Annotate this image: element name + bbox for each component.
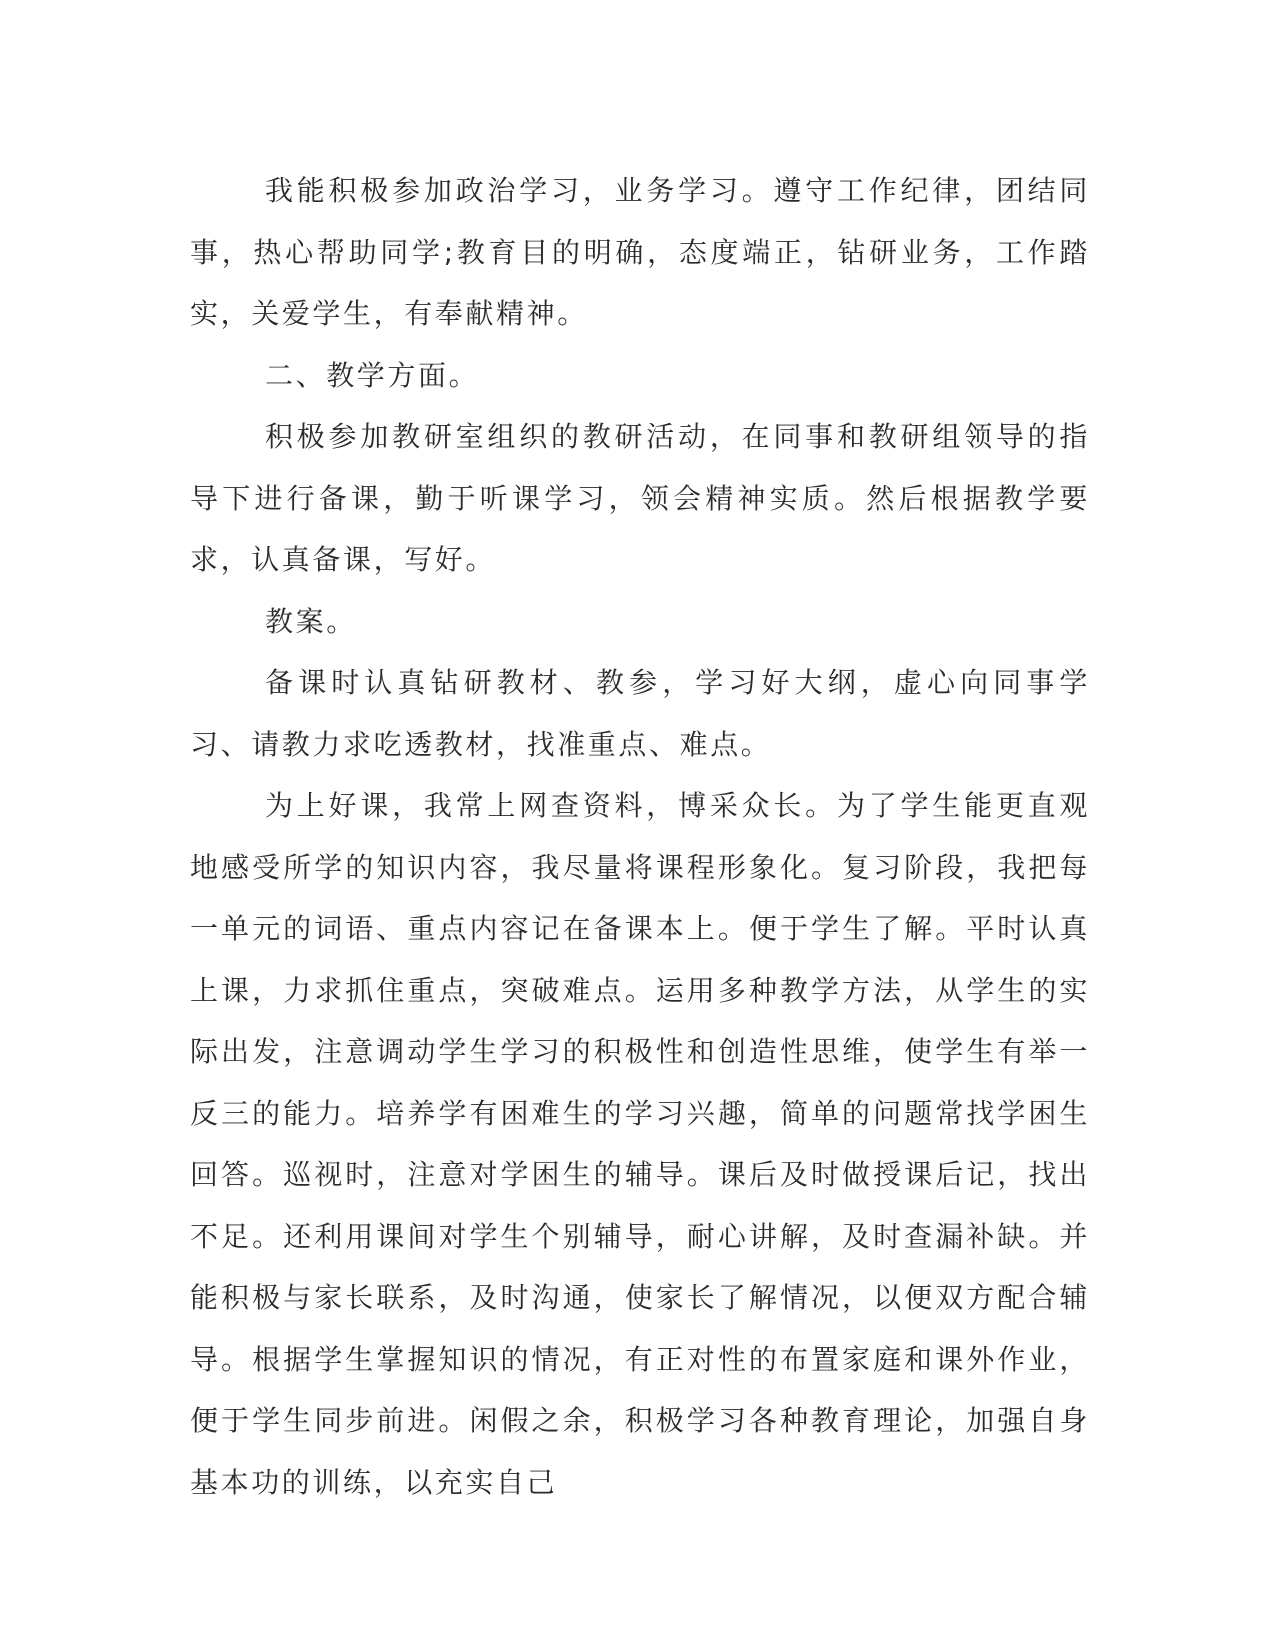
paragraph-lesson-plan: 教案。 [265, 604, 357, 638]
section-heading-teaching: 二、教学方面。 [265, 358, 480, 392]
paragraph-lesson-preparation: 备课时认真钻研教材、教参，学习好大纲，虚心向同事学习、请教力求吃透教材，找准重点、难点。 [190, 666, 1090, 761]
paragraph-classroom-teaching: 为上好课，我常上网查资料，博采众长。为了学生能更直观地感受所学的知识内容，我尽量将课程形象化。复习阶段，我把每一单元的词语、重点内容记在备课本上。便于学生了解。平时认真上课，力求抓住重点，突破难点。运用多种教学方法，从学生的实际出发，注意调动学生学习的积极性和创造性思维，使学生有举一反三的能力。培养学有困难生的学习兴趣，简单的问题常找学困生回答。巡视时，注意对学困生的辅导。课后及时做授课后记，找出不足。还利用课间对学生个别辅导，耐心讲解，及时查漏补缺。并能积极与家长联系，及时沟通，使家长了解情况，以便双方配合辅导。根据学生掌握知识的情况，有正对性的布置家庭和课外作业，便于学生同步前进。闲假之余，积极学习各种教育理论，加强自身基本功的训练，以充实自己 [190, 789, 1090, 1499]
document-body [190, 160, 1090, 1513]
paragraph-political-study: 我能积极参加政治学习，业务学习。遵守工作纪律，团结同事，热心帮助同学;教育目的明确，态度端正，钻研业务，工作踏实，关爱学生，有奉献精神。 [190, 174, 1090, 330]
paragraph-teaching-research: 积极参加教研室组织的教研活动，在同事和教研组领导的指导下进行备课，勤于听课学习，领会精神实质。然后根据教学要求，认真备课，写好。 [190, 420, 1090, 576]
